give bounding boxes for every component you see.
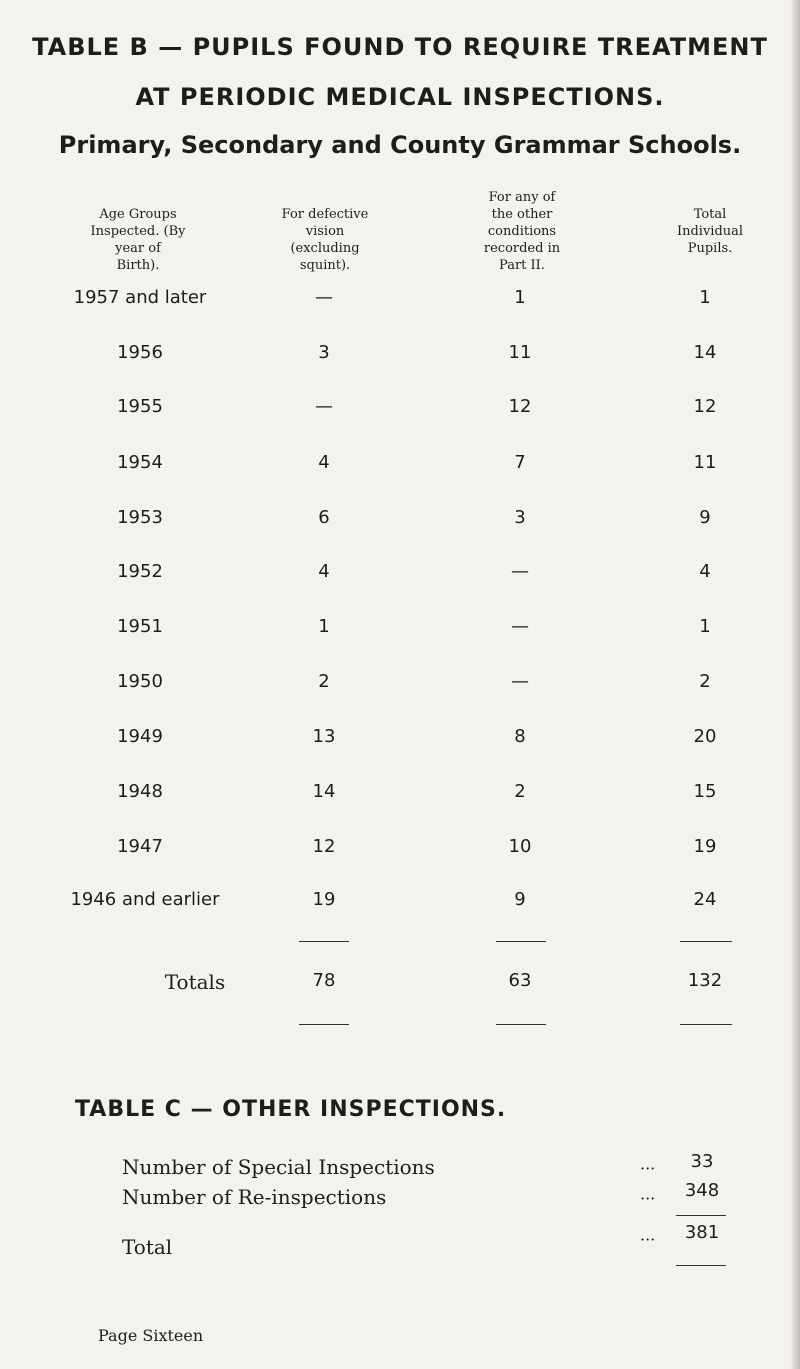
defective-vision-cell: 14 xyxy=(312,781,336,802)
table-c-value: 33 xyxy=(690,1151,714,1172)
other-conditions-cell: 8 xyxy=(514,726,526,747)
other-conditions-cell: 7 xyxy=(514,452,526,473)
table-c-total-label: Total xyxy=(122,1235,173,1259)
defective-vision-cell: 6 xyxy=(318,507,330,528)
age-group-cell: 1947 xyxy=(117,836,163,857)
other-conditions-cell: 2 xyxy=(514,781,526,802)
age-group-cell: 1946 and earlier xyxy=(70,889,220,910)
total-pupils-cell: 20 xyxy=(693,726,717,747)
defective-vision-cell: — xyxy=(315,396,333,417)
leader-dots: ··· xyxy=(640,1230,656,1249)
total-pupils-cell: 9 xyxy=(699,507,711,528)
table-c-title: TABLE C — OTHER INSPECTIONS. xyxy=(75,1097,507,1122)
leader-dots: ··· xyxy=(640,1159,656,1178)
other-conditions-cell: 10 xyxy=(508,836,532,857)
leader-dots: ··· xyxy=(640,1189,656,1208)
total-pupils-cell: 2 xyxy=(699,671,711,692)
other-conditions-cell: — xyxy=(511,671,529,692)
sum-rule xyxy=(676,1265,726,1266)
other-conditions-cell: — xyxy=(511,616,529,637)
total-pupils-cell: 1 xyxy=(699,616,711,637)
other-conditions-cell: 1 xyxy=(514,287,526,308)
table-b-subtitle: Primary, Secondary and County Grammar Schools. xyxy=(58,131,742,159)
defective-vision-cell: 4 xyxy=(318,561,330,582)
page-edge-shadow xyxy=(790,0,800,1369)
defective-vision-total: 78 xyxy=(312,970,336,991)
total-pupils-total: 132 xyxy=(687,970,723,991)
sum-rule xyxy=(680,1024,732,1025)
sum-rule xyxy=(299,1024,349,1025)
total-pupils-cell: 12 xyxy=(693,396,717,417)
age-group-cell: 1953 xyxy=(117,507,163,528)
total-pupils-cell: 19 xyxy=(693,836,717,857)
age-group-cell: 1948 xyxy=(117,781,163,802)
total-pupils-cell: 11 xyxy=(693,452,717,473)
defective-vision-cell: 1 xyxy=(318,616,330,637)
column-header-other-conditions: For any of the other conditions recorded in Part II. xyxy=(483,190,561,273)
column-header-age-groups: Age Groups Inspected. (By year of Birth). xyxy=(90,207,186,273)
sum-rule xyxy=(496,941,546,942)
other-conditions-cell: 3 xyxy=(514,507,526,528)
total-pupils-cell: 24 xyxy=(693,889,717,910)
age-group-cell: 1952 xyxy=(117,561,163,582)
totals-label: Totals xyxy=(164,970,226,994)
sum-rule xyxy=(299,941,349,942)
sum-rule xyxy=(496,1024,546,1025)
table-b-title-line2: AT PERIODIC MEDICAL INSPECTIONS. xyxy=(135,83,665,111)
sum-rule xyxy=(680,941,732,942)
sum-rule xyxy=(676,1215,726,1216)
other-conditions-total: 63 xyxy=(508,970,532,991)
defective-vision-cell: 3 xyxy=(318,342,330,363)
table-b-title-line1: TABLE B — PUPILS FOUND TO REQUIRE TREATMENT xyxy=(32,33,768,61)
table-c-label: Number of Special Inspections xyxy=(122,1155,435,1179)
table-c-total-value: 381 xyxy=(684,1222,720,1243)
column-header-defective-vision: For defective vision (excluding squint). xyxy=(281,207,369,273)
other-conditions-cell: 9 xyxy=(514,889,526,910)
age-group-cell: 1949 xyxy=(117,726,163,747)
other-conditions-cell: — xyxy=(511,561,529,582)
other-conditions-cell: 12 xyxy=(508,396,532,417)
defective-vision-cell: 4 xyxy=(318,452,330,473)
total-pupils-cell: 1 xyxy=(699,287,711,308)
defective-vision-cell: 13 xyxy=(312,726,336,747)
column-header-total-individual-pupils: Total Individual Pupils. xyxy=(676,207,744,256)
page-number-footer: Page Sixteen xyxy=(98,1326,204,1345)
age-group-cell: 1951 xyxy=(117,616,163,637)
defective-vision-cell: 12 xyxy=(312,836,336,857)
total-pupils-cell: 14 xyxy=(693,342,717,363)
table-c-value: 348 xyxy=(684,1180,720,1201)
age-group-cell: 1956 xyxy=(117,342,163,363)
defective-vision-cell: 2 xyxy=(318,671,330,692)
age-group-cell: 1954 xyxy=(117,452,163,473)
defective-vision-cell: — xyxy=(315,287,333,308)
total-pupils-cell: 4 xyxy=(699,561,711,582)
age-group-cell: 1955 xyxy=(117,396,163,417)
defective-vision-cell: 19 xyxy=(312,889,336,910)
age-group-cell: 1957 and later xyxy=(73,287,207,308)
table-c-label: Number of Re-inspections xyxy=(122,1185,387,1209)
age-group-cell: 1950 xyxy=(117,671,163,692)
other-conditions-cell: 11 xyxy=(508,342,532,363)
total-pupils-cell: 15 xyxy=(693,781,717,802)
